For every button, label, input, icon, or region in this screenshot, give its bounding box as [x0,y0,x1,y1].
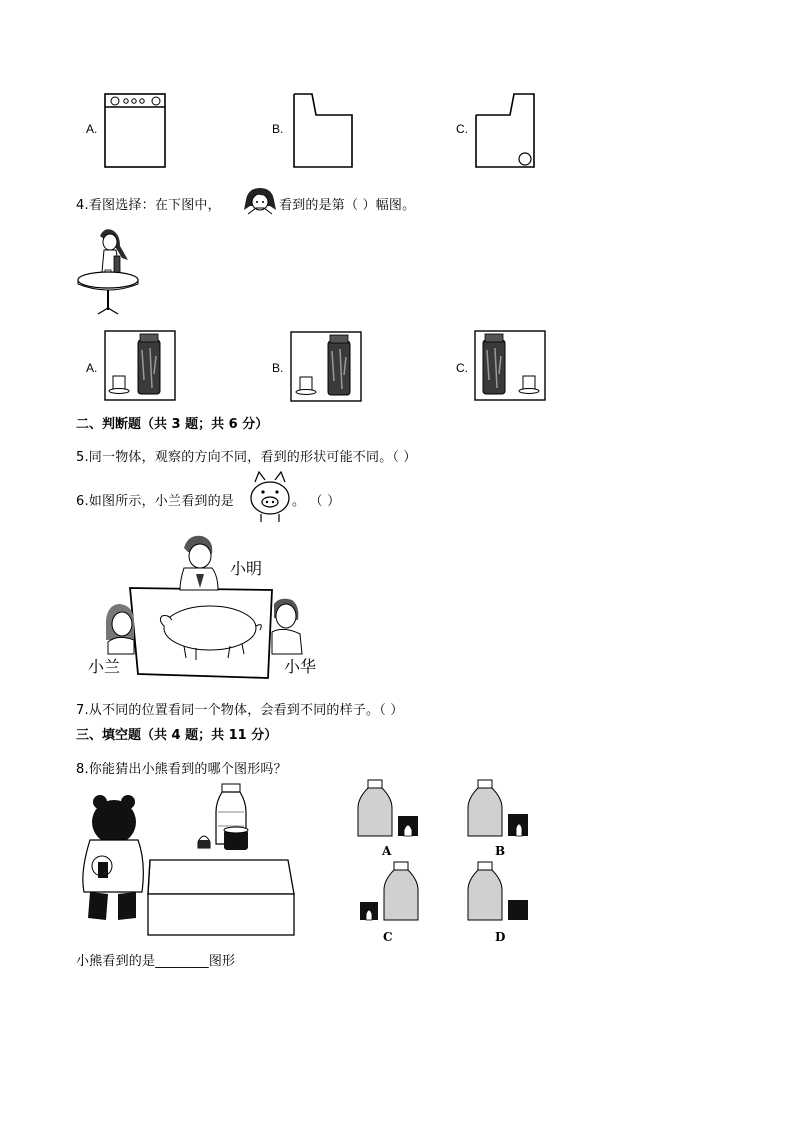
q4-question [76,194,221,213]
q7-question: 7.从不同的位置看同一个物体，会看到不同的样子。（ ） [76,703,404,718]
q4-text-after: 看到的是第（ ）幅图。 [279,198,416,213]
q4-option-a-label: A. [86,361,98,375]
pig-face-icon [247,470,293,524]
q4-option-b-image [290,331,362,403]
q4-option-c-image [474,330,546,402]
q8-answer-prefix: 小熊看到的是 [76,954,156,969]
q4-option-b-label: B. [272,361,284,375]
q3-option-c-label: C. [456,122,468,136]
q5-question: 5.同一物体，观察的方向不同，看到的形状可能不同。（ ） [76,450,417,465]
section3-heading: 三、填空题（共 4 题；共 11 分） [76,728,278,743]
q4-option-c-label: C. [456,361,468,375]
q8-option-c-image [358,862,424,924]
q4-prefix: 4. [76,198,89,213]
q8-answer-line [76,950,235,969]
q4-option-a-image [104,330,176,402]
q6-text-after: 。 （ ） [292,494,341,509]
q6-text-before: 6.如图所示，小兰看到的是 [76,494,235,509]
q8-option-c-label: C [383,930,393,944]
q3-option-b-label: B. [272,122,284,136]
section2-heading: 二、判断题（共 3 题；共 6 分） [76,417,269,432]
name-xiaolan: 小兰 [88,657,121,676]
q4-text-before: 看图选择：在下图中， [88,198,221,213]
girl-face-icon [242,186,278,216]
q8-option-b-image [466,780,532,840]
q8-option-a-image [356,780,416,840]
girl-at-table-illustration [76,226,142,318]
q3-option-a-label: A. [86,122,98,136]
q3-option-c-image [474,93,538,169]
q8-option-d-label: D [495,930,506,944]
q8-question: 8.你能猜出小熊看到的哪个图形吗？ [76,762,287,777]
q8-option-d-image [466,862,532,924]
q3-option-b-image [292,93,356,169]
q3-option-a-image [104,93,168,169]
q8-answer-suffix: 图形 [208,954,236,969]
name-xiaohua: 小华 [284,657,317,676]
q8-option-b-label: B [495,844,506,858]
bear-table-illustration [76,782,302,938]
q8-answer-blank[interactable]: ________ [155,954,209,969]
name-xiaoming: 小明 [230,559,263,578]
q8-option-a-label: A [382,844,392,858]
